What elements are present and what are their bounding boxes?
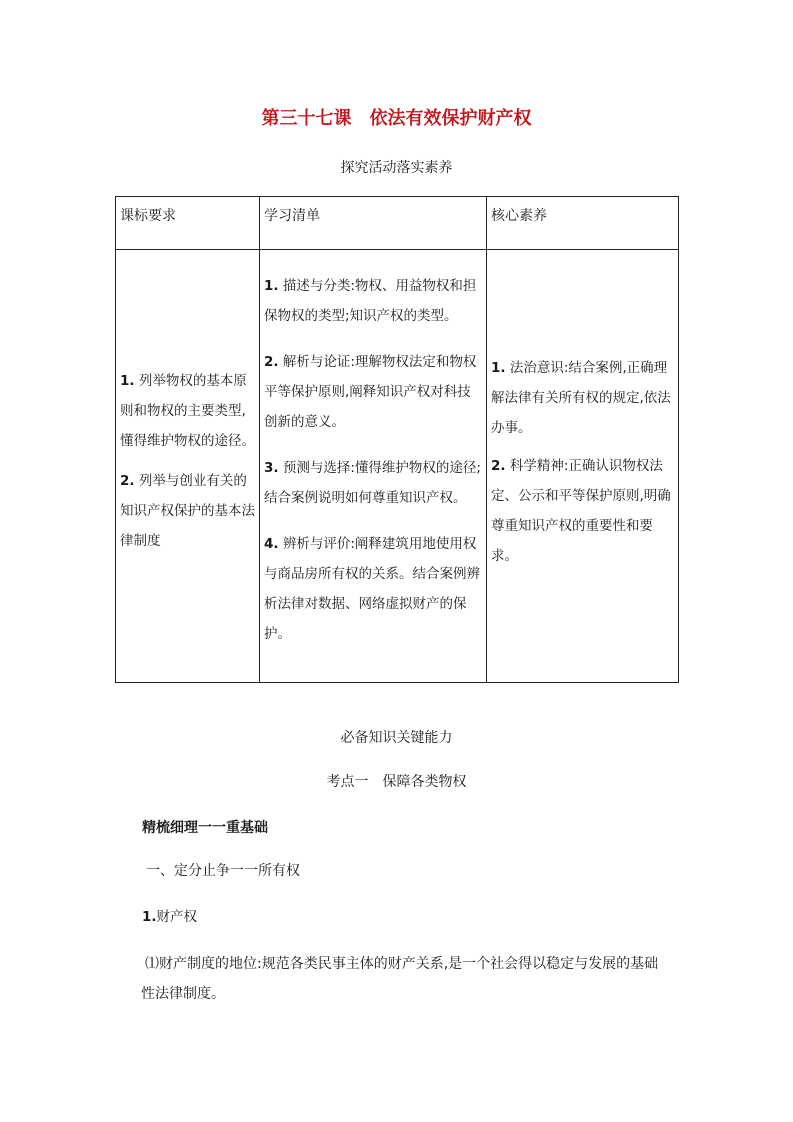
standard-item: 2. 列举与创业有关的知识产权保护的基本法律制度 bbox=[120, 473, 255, 549]
competency-cell bbox=[487, 250, 679, 683]
section-heading: 必备知识关键能力 bbox=[340, 730, 453, 746]
table-row bbox=[116, 250, 679, 683]
topic-heading: 考点一 保障各类物权 bbox=[326, 774, 467, 790]
body-paragraph: ⑴财产制度的地位:规范各类民事主体的财产关系,是一个社会得以稳定与发展的基础 性法律制度。 bbox=[141, 956, 659, 1002]
competency-item: 2. 科学精神:正确认识物权法定、公示和平等保护原则,明确尊重知识产权的重要性和要求。 bbox=[491, 458, 671, 564]
header-competency: 核心素养 bbox=[487, 197, 679, 250]
header-checklist: 学习清单 bbox=[260, 197, 487, 250]
checklist-item: 3. 预测与选择:懂得维护物权的途径;结合案例说明如何尊重知识产权。 bbox=[264, 460, 481, 506]
standard-cell bbox=[116, 250, 260, 683]
header-standard: 课标要求 bbox=[116, 197, 260, 250]
checklist-item: 4. 辨析与评价:阐释建筑用地使用权与商品房所有权的关系。结合案例辨析法律对数据、网络虚拟财产的保护。 bbox=[264, 536, 480, 642]
table-header-row bbox=[116, 197, 679, 250]
checklist-cell bbox=[260, 250, 487, 683]
competency-item: 1. 法治意识:结合案例,正确理解法律有关所有权的规定,依法办事。 bbox=[491, 360, 671, 436]
subsection-heading: 精梳细理一一重基础 bbox=[142, 820, 268, 836]
item-heading: 1.财产权 bbox=[142, 909, 198, 925]
checklist-item: 1. 描述与分类:物权、用益物权和担保物权的类型;知识产权的类型。 bbox=[264, 278, 477, 324]
page-title: 第三十七课 依法有效保护财产权 bbox=[261, 108, 532, 129]
page-subtitle: 探究活动落实素养 bbox=[340, 160, 453, 176]
requirements-table bbox=[115, 196, 679, 683]
standard-item: 1. 列举物权的基本原则和物权的主要类型,懂得维护物权的途径。 bbox=[120, 373, 255, 449]
point-heading: 一、定分止争一一所有权 bbox=[146, 863, 300, 879]
checklist-item: 2. 解析与论证:理解物权法定和物权平等保护原则,阐释知识产权对科技创新的意义。 bbox=[264, 354, 477, 430]
